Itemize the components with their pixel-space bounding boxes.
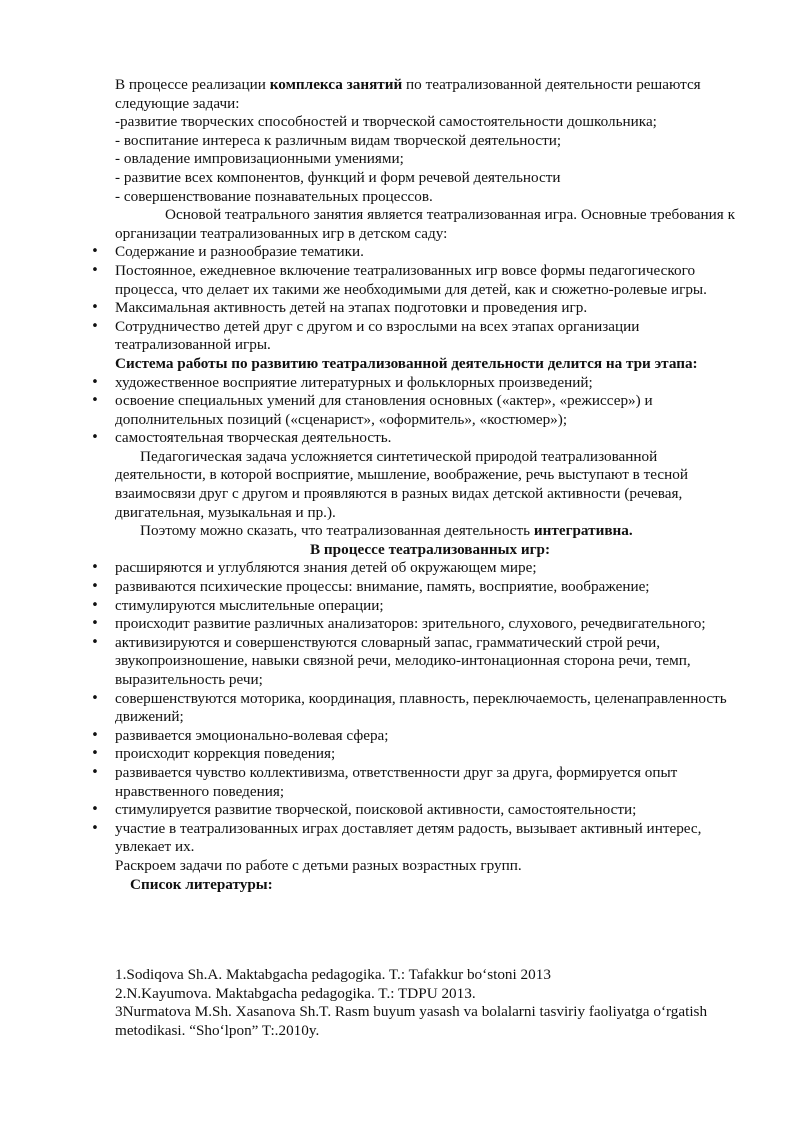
list-item-text: стимулируется развитие творческой, поисковой активности, самостоятельности; xyxy=(115,801,637,819)
list-item xyxy=(91,763,745,801)
list-item-text: совершенствуются моторика, координация, плавность, переключаемость, целенаправленность движений; xyxy=(115,689,727,726)
intro-bold: комплекса занятий xyxy=(269,76,403,93)
bullet-icon: • xyxy=(91,764,99,780)
bullet-icon: • xyxy=(91,262,99,278)
requirements-intro: Основой театрального занятия является театрализованная игра. Основные требования к организации театрализованных игр в детском саду: xyxy=(115,206,735,242)
list-item xyxy=(91,261,745,299)
requirements-list xyxy=(91,243,745,355)
reference-item: 1.Sodiqova Sh.A. Maktabgacha pedagogika. T.: Tafakkur bo‘stoni 2013 xyxy=(115,966,551,983)
list-item xyxy=(91,689,745,727)
task-line: - воспитание интереса к различным видам творческой деятельности; xyxy=(115,131,562,149)
list-item xyxy=(91,578,745,597)
list-item-text: происходит коррекция поведения; xyxy=(115,745,336,763)
conclusion-bold: интегративна. xyxy=(533,522,633,540)
bullet-icon: • xyxy=(91,374,99,390)
list-item-text: освоение специальных умений для становления основных («актер», «режиссер») и дополнительных позиций («сценарист», «оформитель», «костюмер»); xyxy=(115,392,653,428)
list-item xyxy=(91,299,745,318)
list-item xyxy=(91,615,745,634)
process-heading xyxy=(115,541,745,560)
bullet-icon: • xyxy=(91,746,99,762)
reference-item: 2.N.Kayumova. Maktabgacha pedagogika. T.: TDPU 2013. xyxy=(115,984,476,1002)
list-item xyxy=(91,392,745,429)
list-item-text: расширяются и углубляются знания детей об окружающем мире; xyxy=(115,559,537,577)
bullet-icon: • xyxy=(91,597,99,613)
conclusion-paragraph xyxy=(115,522,745,541)
list-item xyxy=(91,819,745,857)
references-heading-text: Список литературы: xyxy=(130,875,273,893)
reference-item: 3Nurmatova M.Sh. Xasanova Sh.T. Rasm buyum yasash va bolalarni tasviriy faoliyatga o‘rgatish metodikasi. “Sho‘lpon” T:.2010y. xyxy=(115,1003,708,1039)
list-item xyxy=(91,559,745,578)
age-groups-line: Раскроем задачи по работе с детьми разных возрастных групп. xyxy=(115,856,522,874)
bullet-icon: • xyxy=(91,244,99,260)
intro-text: В процессе реализации xyxy=(115,76,270,93)
list-item xyxy=(91,373,745,393)
bullet-icon: • xyxy=(91,690,99,706)
stages-list xyxy=(91,373,745,448)
list-item-text: самостоятельная творческая деятельность. xyxy=(115,429,392,447)
bullet-icon: • xyxy=(91,430,99,446)
system-heading-text: Система работы по развитию театрализованной деятельности делится на три этапа: xyxy=(115,354,698,372)
bullet-icon: • xyxy=(91,300,99,316)
list-item-text: Максимальная активность детей на этапах подготовки и проведения игр. xyxy=(115,299,588,317)
list-item-text: художественное восприятие литературных и фольклорных произведений; xyxy=(115,373,593,391)
list-item xyxy=(91,243,745,262)
list-item-text: развиваются психические процессы: внимание, память, восприятие, воображение; xyxy=(115,578,650,596)
list-item-text: участие в театрализованных играх доставляет детям радость, вызывает активный интерес, увлекает их. xyxy=(115,819,702,856)
list-item xyxy=(91,596,745,616)
bullet-icon: • xyxy=(91,393,99,409)
task-line: - овладение импровизационными умениями; xyxy=(115,150,404,168)
list-item-text: Сотрудничество детей друг с другом и со взрослыми на всех этапах организации театрализованной игры. xyxy=(115,317,640,354)
bullet-icon: • xyxy=(91,802,99,818)
bullet-icon: • xyxy=(91,634,99,650)
list-item xyxy=(91,745,745,764)
list-item-text: развивается чувство коллективизма, ответственности друг за друга, формируется опыт нравственного поведения; xyxy=(115,763,678,800)
list-item xyxy=(91,317,745,355)
intro-paragraph xyxy=(115,76,745,113)
bullet-icon: • xyxy=(91,820,99,836)
list-item xyxy=(91,633,745,690)
bullet-icon: • xyxy=(91,727,99,743)
list-item-text: происходит развитие различных анализаторов: зрительного, слухового, речедвигательного; xyxy=(115,615,706,633)
bullet-icon: • xyxy=(91,616,99,632)
process-list xyxy=(91,559,745,857)
list-item-text: развивается эмоционально-волевая сфера; xyxy=(115,726,389,744)
references-heading xyxy=(115,876,745,895)
system-heading xyxy=(115,355,745,374)
list-item-text: Постоянное, ежедневное включение театрализованных игр вовсе формы педагогического процесса, что делает их такими же необходимыми для детей, как и сюжетно-ролевые игры. xyxy=(115,261,707,298)
list-item-text: активизируются и совершенствуются словарный запас, грамматический строй речи, звукопроизношение, навыки связной речи, мелодико-интонационная сторона речи, темп, выразительность речи; xyxy=(115,633,691,688)
list-item xyxy=(91,726,745,746)
task-line: - совершенствование познавательных процессов. xyxy=(115,187,433,205)
task-line: - развитие всех компонентов, функций и форм речевой деятельности xyxy=(115,168,561,186)
bullet-icon: • xyxy=(91,579,99,595)
references-list xyxy=(115,966,755,1040)
list-item xyxy=(91,801,745,820)
list-item-text: Содержание и разнообразие тематики. xyxy=(115,243,364,261)
pedagogical-task-paragraph: Педагогическая задача усложняется синтетической природой театрализованной деятельности, в которой восприятие, мышление, воображение, речь выступают в тесной взаимосвязи друг с другом и проявляются в разных видах детской активности (речевая, двигательная, музыкальная и пр.). xyxy=(115,447,688,521)
task-line: -развитие творческих способностей и творческой самостоятельности дошкольника; xyxy=(115,113,657,131)
conclusion-text: Поэтому можно сказать, что театрализованная деятельность xyxy=(140,522,534,540)
bullet-icon: • xyxy=(91,560,99,576)
list-item xyxy=(91,429,745,448)
document-body xyxy=(91,76,745,894)
intro-text-end: по театрализованной деятельности решаются следующие задачи: xyxy=(115,76,701,112)
process-heading-text: В процессе театрализованных игр: xyxy=(309,540,551,558)
bullet-icon: • xyxy=(91,318,99,334)
list-item-text: стимулируются мыслительные операции; xyxy=(115,596,384,614)
